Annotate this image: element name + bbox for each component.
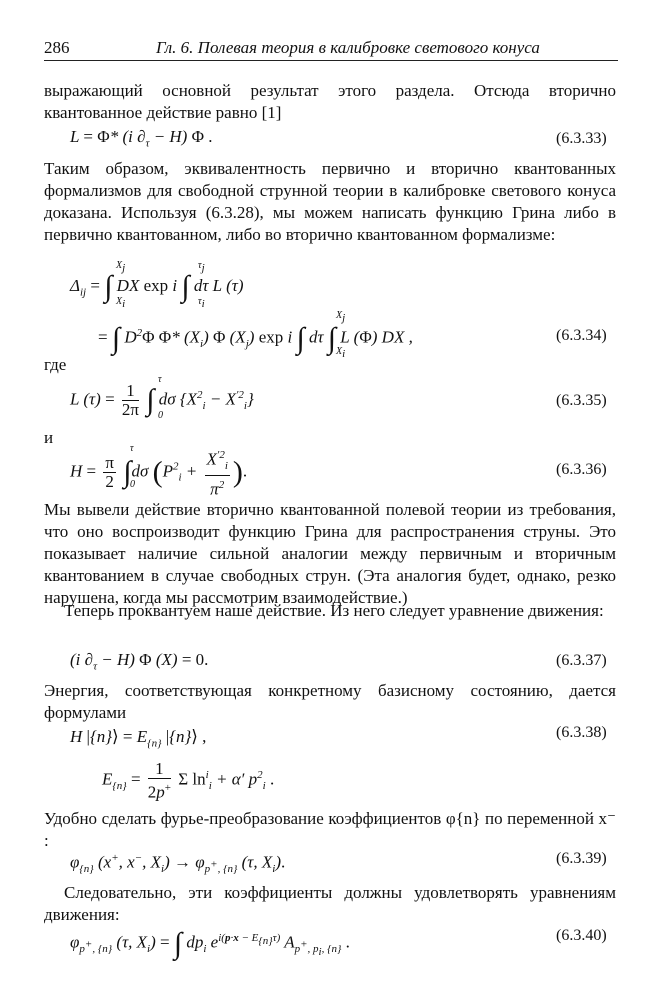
equation-6-3-38-line-2: $E_{\{n\}}$ = $\frac{1}{2p^+}$ Σ $\ln^i_i + \alpha'$ $p^2_i$ . xyxy=(102,759,275,802)
equation-6-3-36: H = $\frac{\pi}{2}$ ∫dσ ($P^2_i$ + $\frac{X^{'2}_i}{\pi^2}$ ). xyxy=(70,446,247,499)
paragraph-3: Мы вывели действие вторично квантованной полевой теории из требования, что оно воспроизводит функцию Грина для распространения струны. Это показывает наличие сильной аналогии между первичным и вторичным квантованием в случае свободных струн. (Эта аналогия будет, однако, резко нарушена, когда мы рассмотрим взаимодействие.) xyxy=(44,500,616,607)
paragraph-4: Теперь проквантуем наше действие. Из него следует уравнение движения: xyxy=(64,601,604,620)
integral-limit: 0 xyxy=(158,410,163,421)
equation-6-3-38-line-1: H |{n}⟩ = $E_{\{n\}}$ |{n}⟩ , xyxy=(70,727,207,750)
paragraph-1: выражающий основной результат этого раздела. Отсюда вторично квантованное действие равно [1] xyxy=(44,81,616,122)
integral-limit: $X_i$ xyxy=(116,296,126,310)
integral-limit: $X_j$ xyxy=(116,260,126,274)
equation-number: (6.3.38) xyxy=(556,724,607,741)
equation-6-3-35: L (τ) = $\frac{1}{2\pi}$ ∫ dσ $\{X^2_i - X^{'2}_i\}$ xyxy=(70,381,254,419)
paragraph-2: Таким образом, эквивалентность первично и вторично квантованных формализмов для свободной струнной теории в калибровке светового конуса доказана. Используя (6.3.28), мы можем написать функцию Грина либо в первично квантованном, либо во вторично квантованном формализме: xyxy=(44,159,616,244)
equation-number: (6.3.37) xyxy=(556,652,607,669)
equation-number: (6.3.33) xyxy=(556,130,607,147)
running-title: Гл. 6. Полевая теория в калибровке светового конуса xyxy=(156,38,540,57)
page-header xyxy=(44,36,618,61)
integral-limit: $X_j$ xyxy=(336,310,346,324)
equation-6-3-34-line-2: = ∫ $D^2\Phi$ Φ* $(X_i)$ Φ $(X_j)$ exp i ∫ dτ ∫ L (Φ) DX , xyxy=(98,321,413,355)
integral-limit: $\tau_i$ xyxy=(198,296,205,310)
equation-6-3-34-line-1: $\Delta_{ij}$ = ∫ DX exp i ∫ dτ L (τ) xyxy=(70,270,244,304)
integral-limit: $\tau_j$ xyxy=(198,260,205,274)
equation-number: (6.3.36) xyxy=(556,461,607,478)
integral-limit: $X_i$ xyxy=(336,346,346,360)
integral-limit: τ xyxy=(158,374,162,385)
equation-6-3-40: $\varphi_{p^+, \{n\}}$ (τ, $X_i$) = ∫ $dp_i$ $e^{i(p\cdot x - E_{\{n\}}\tau)}$ $A_{p^+, p_i, \{n\}}$ . xyxy=(70,926,350,960)
word-and: и xyxy=(44,428,54,447)
word-where: где xyxy=(44,355,67,374)
paragraph-5: Энергия, соответствующая конкретному базисному состоянию, дается формулами xyxy=(44,681,616,722)
equation-6-3-33: L = Φ* (i $\partial_\tau - H$) Φ . xyxy=(70,127,213,150)
integral-limit: τ xyxy=(130,443,134,454)
equation-6-3-39: $\varphi_{\{n\}}$ (x+, x−, $X_i) \to \varphi_{p^+, \{n\}}$ (τ, $X_i$). xyxy=(70,852,286,876)
equation-number: (6.3.40) xyxy=(556,927,607,944)
page-number: 286 xyxy=(44,38,70,57)
equation-6-3-37: (i $\partial_\tau - H$) Φ (X) = 0. xyxy=(70,650,209,673)
equation-number: (6.3.34) xyxy=(556,327,607,344)
paragraph-7: Следовательно, эти коэффициенты должны удовлетворять уравнениям движения: xyxy=(44,883,616,924)
equation-number: (6.3.39) xyxy=(556,850,607,867)
paragraph-6: Удобно сделать фурье-преобразование коэффициентов φ{n} по переменной x⁻ : xyxy=(44,809,616,850)
integral-limit: 0 xyxy=(130,479,135,490)
equation-number: (6.3.35) xyxy=(556,392,607,409)
